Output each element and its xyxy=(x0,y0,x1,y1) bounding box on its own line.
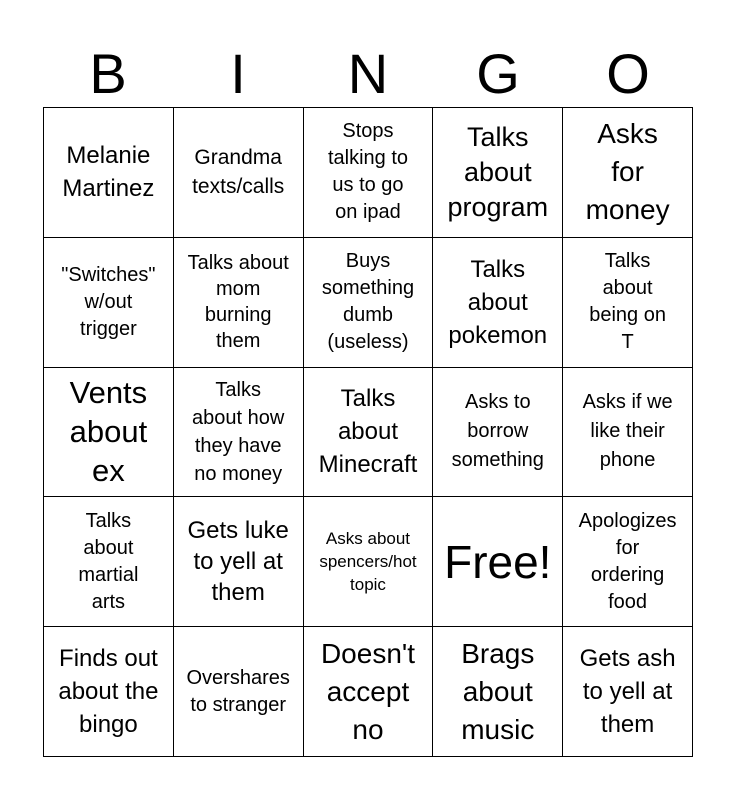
cell-label: Asks for money xyxy=(585,118,670,226)
bingo-cell[interactable] xyxy=(563,108,693,238)
bingo-cell[interactable] xyxy=(304,108,434,238)
header-letter-g: G xyxy=(476,42,520,105)
cell-label: Talks about program xyxy=(447,121,549,222)
bingo-cell[interactable] xyxy=(304,627,434,757)
cell-label: Melanie Martinez xyxy=(62,142,155,203)
cell-label: Talks about martial arts xyxy=(78,509,139,613)
cell-label: Doesn't accept no xyxy=(320,637,416,745)
cell-label: Talks about Minecraft xyxy=(318,385,418,479)
cell-label: Finds out about the bingo xyxy=(58,645,159,739)
cell-label: Talks about pokemon xyxy=(448,255,548,349)
bingo-cell[interactable] xyxy=(433,108,563,238)
bingo-cell[interactable] xyxy=(433,368,563,498)
bingo-cell[interactable] xyxy=(44,108,174,238)
cell-label: Overshares to stranger xyxy=(186,666,290,716)
bingo-cell[interactable] xyxy=(433,627,563,757)
cell-label: Grandma texts/calls xyxy=(192,146,285,199)
cell-label: Gets ash to yell at them xyxy=(579,645,676,739)
cell-label: Asks if we like their phone xyxy=(582,391,673,472)
bingo-cell[interactable] xyxy=(174,627,304,757)
bingo-cell[interactable] xyxy=(433,238,563,368)
bingo-header xyxy=(43,40,693,108)
cell-label: Talks about how they have no money xyxy=(192,378,285,485)
bingo-cell[interactable] xyxy=(174,497,304,627)
bingo-cell[interactable] xyxy=(44,627,174,757)
bingo-cell[interactable] xyxy=(44,368,174,498)
cell-label: Brags about music xyxy=(461,637,535,745)
bingo-board xyxy=(43,107,693,757)
cell-label: Gets luke to yell at them xyxy=(187,517,289,607)
free-space[interactable] xyxy=(433,497,563,627)
bingo-cell[interactable] xyxy=(304,368,434,498)
cell-label: Talks about being on T xyxy=(589,250,666,354)
header-letter-n: N xyxy=(347,42,389,105)
bingo-cell[interactable] xyxy=(304,497,434,627)
header-letter-b: B xyxy=(89,42,127,105)
bingo-cell[interactable] xyxy=(174,368,304,498)
bingo-cell[interactable] xyxy=(563,368,693,498)
bingo-cell[interactable] xyxy=(563,497,693,627)
bingo-cell[interactable] xyxy=(563,238,693,368)
cell-label: Buys something dumb (useless) xyxy=(321,250,415,354)
bingo-cell[interactable] xyxy=(304,238,434,368)
cell-label: "Switches" w/out trigger xyxy=(61,263,156,340)
header-letter-i: I xyxy=(230,42,246,105)
bingo-cell[interactable] xyxy=(44,497,174,627)
cell-label: Asks to borrow something xyxy=(451,391,544,472)
cell-label: Asks about spencers/hot topic xyxy=(319,529,417,595)
header-letter-o: O xyxy=(606,42,650,105)
cell-label: Stops talking to us to go on ipad xyxy=(327,120,409,224)
cell-label: Vents about ex xyxy=(69,375,148,489)
free-space-label: Free! xyxy=(444,535,552,588)
cell-label: Talks about mom burning them xyxy=(187,252,289,353)
bingo-cell[interactable] xyxy=(44,238,174,368)
bingo-cell[interactable] xyxy=(563,627,693,757)
bingo-cell[interactable] xyxy=(174,238,304,368)
cell-label: Apologizes for ordering food xyxy=(578,509,677,613)
bingo-cell[interactable] xyxy=(174,108,304,238)
